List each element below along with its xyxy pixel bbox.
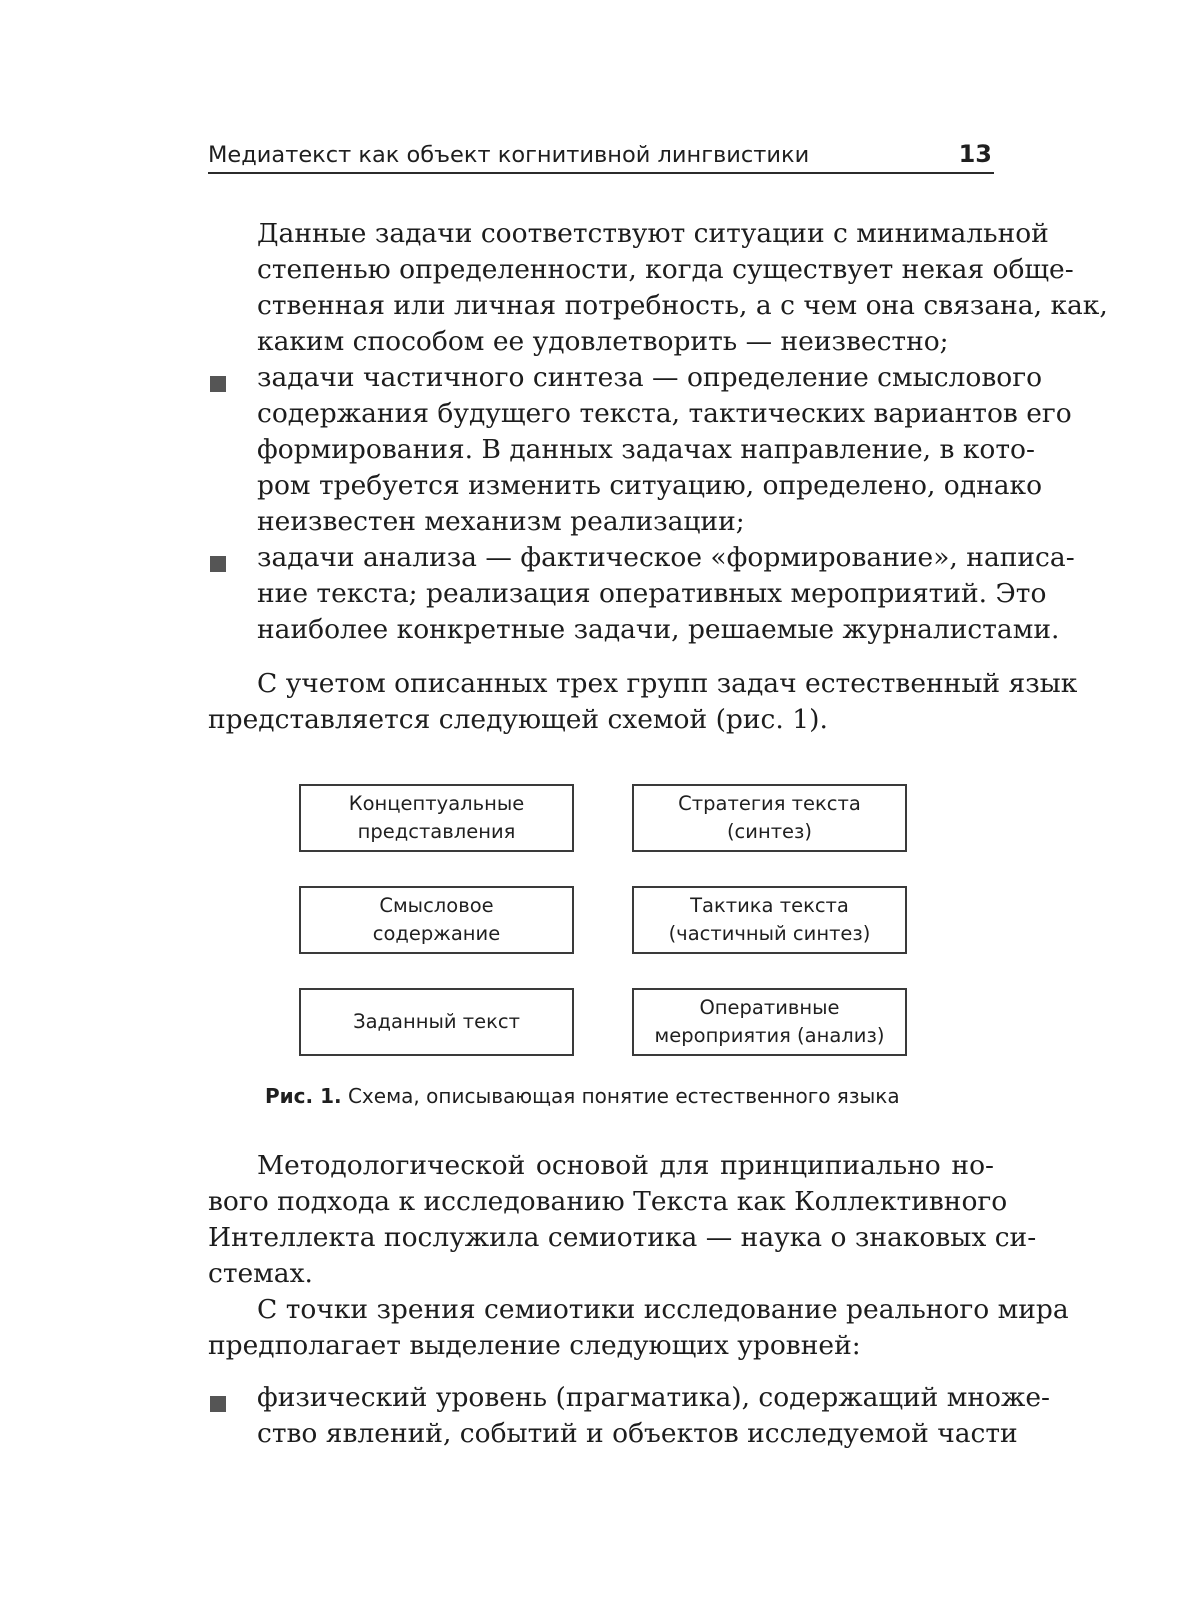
box-conceptual-representations: Концептуальные представления [299,784,574,852]
caption-text: Схема, описывающая понятие естественного языка [341,1084,900,1108]
paragraph-line: С учетом описанных трех групп задач естественный язык [257,668,1078,699]
box-semantic-content: Смысловое содержание [299,886,574,954]
bullet-line: задачи частичного синтеза — определение смыслового [257,362,1043,393]
bullet-line: ство явлений, событий и объектов исследуемой части [257,1418,1018,1449]
bullet-marker [210,376,226,392]
bullet-line: наиболее конкретные задачи, решаемые журналистами. [257,614,1060,645]
bullet-line: содержания будущего текста, тактических вариантов его [257,398,1072,429]
paragraph-line: вого подхода к исследованию Текста как Коллективного [208,1186,1008,1217]
paragraph-line: Методологической основой для принципиально но- [257,1150,994,1181]
box-text-tactics: Тактика текста (частичный синтез) [632,886,907,954]
bullet-line: ние текста; реализация оперативных мероприятий. Это [257,578,1047,609]
bullet-line: ром требуется изменить ситуацию, определено, однако [257,470,1043,501]
paragraph-line: представляется следующей схемой (рис. 1). [208,704,828,735]
paragraph-line: степенью определенности, когда существует некая обще- [257,254,1074,285]
page-number: 13 [958,140,992,168]
caption-label: Рис. 1. [265,1084,342,1108]
paragraph-line: С точки зрения семиотики исследование реального мира [257,1294,1069,1325]
paragraph-line: каким способом ее удовлетворить — неизвестно; [257,326,949,357]
paragraph-line: стемах. [208,1258,313,1289]
box-operational-measures: Оперативные мероприятия (анализ) [632,988,907,1056]
bullet-line: формирования. В данных задачах направление, в кото- [257,434,1035,465]
bullet-marker [210,1396,226,1412]
bullet-line: физический уровень (прагматика), содержащий множе- [257,1382,1050,1413]
bullet-line: неизвестен механизм реализации; [257,506,745,537]
paragraph-line: ственная или личная потребность, а с чем она связана, как, [257,290,1108,321]
running-title: Медиатекст как объект когнитивной лингвистики [208,142,810,168]
figure-caption [265,1084,900,1108]
bullet-line: задачи анализа — фактическое «формирование», написа- [257,542,1075,573]
box-text-strategy: Стратегия текста (синтез) [632,784,907,852]
paragraph-line: Интеллекта послужила семиотика — наука о знаковых си- [208,1222,1037,1253]
paragraph-line: предполагает выделение следующих уровней: [208,1330,861,1361]
running-head [208,136,994,174]
bullet-marker [210,556,226,572]
paragraph-line: Данные задачи соответствуют ситуации с минимальной [257,218,1049,249]
box-given-text: Заданный текст [299,988,574,1056]
